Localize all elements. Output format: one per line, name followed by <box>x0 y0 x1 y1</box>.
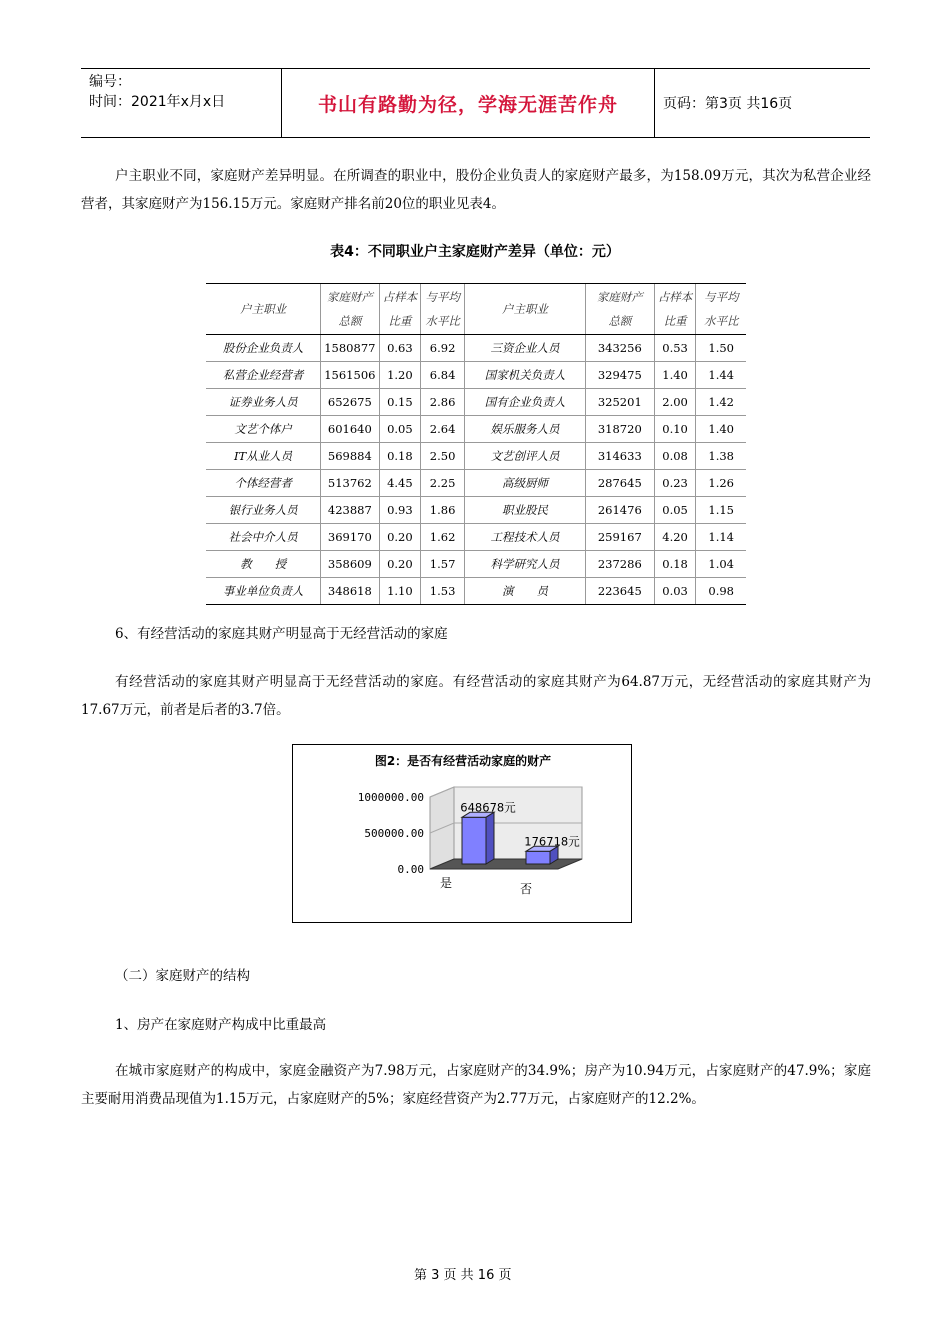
bar-side <box>486 812 494 864</box>
table-cell: 325201 <box>585 389 654 416</box>
data-label: 648678元 <box>460 800 516 815</box>
table-cell: 1.50 <box>696 335 746 362</box>
column-header: 与平均 水平比 <box>421 284 465 335</box>
table-cell: 股份企业负责人 <box>206 335 321 362</box>
document-date: 时间：2021年x月x日 <box>89 94 226 110</box>
business-paragraph: 有经营活动的家庭其财产明显高于无经营活动的家庭。有经营活动的家庭其财产为64.87万元，无经营活动的家庭其财产为17.67万元，前者是后者的3.7倍。 <box>81 674 871 718</box>
table-cell: 0.05 <box>654 497 696 524</box>
table-cell: 1.15 <box>696 497 746 524</box>
table-cell: 三资企业人员 <box>465 335 586 362</box>
header-page-cell <box>655 69 870 137</box>
table-cell: 314633 <box>585 443 654 470</box>
bar <box>526 851 550 864</box>
business-wealth-chart <box>292 744 632 923</box>
table-cell: 329475 <box>585 362 654 389</box>
table-cell: 银行业务人员 <box>206 497 321 524</box>
document-number-label: 编号： <box>89 74 131 90</box>
structure-paragraph: 在城市家庭财产的构成中，家庭金融资产为7.98万元，占家庭财产的34.9%；房产为10.94万元，占家庭财产的47.9%；家庭主要耐用消费品现值为1.15万元，占家庭财产的5%；家庭经营资产为2.77万元，占家庭财产的12.2%。 <box>81 1063 871 1107</box>
table-cell: 职业股民 <box>465 497 586 524</box>
table-cell: 1.40 <box>696 416 746 443</box>
table-cell: 423887 <box>321 497 379 524</box>
table-cell: 348618 <box>321 578 379 605</box>
table-row <box>206 443 746 470</box>
table-cell: 4.45 <box>379 470 421 497</box>
table-cell: 证券业务人员 <box>206 389 321 416</box>
column-header: 户主职业 <box>465 284 586 335</box>
table-cell: 国有企业负责人 <box>465 389 586 416</box>
table-cell: IT从业人员 <box>206 443 321 470</box>
table-cell: 科学研究人员 <box>465 551 586 578</box>
bar <box>462 817 486 864</box>
table-cell: 教 授 <box>206 551 321 578</box>
table-cell: 0.05 <box>379 416 421 443</box>
table-cell: 演 员 <box>465 578 586 605</box>
table-cell: 652675 <box>321 389 379 416</box>
table-cell: 6.84 <box>421 362 465 389</box>
table-cell: 343256 <box>585 335 654 362</box>
table-row <box>206 470 746 497</box>
table-cell: 369170 <box>321 524 379 551</box>
column-header: 户主职业 <box>206 284 321 335</box>
header-motto-cell <box>282 69 655 137</box>
chart-floor <box>430 859 582 869</box>
table-cell: 高级厨师 <box>465 470 586 497</box>
table-cell: 0.18 <box>379 443 421 470</box>
chart-canvas <box>293 745 631 922</box>
table-row <box>206 524 746 551</box>
table-cell: 1.42 <box>696 389 746 416</box>
table-cell: 2.50 <box>421 443 465 470</box>
page-header <box>81 68 870 138</box>
table-cell: 文艺创评人员 <box>465 443 586 470</box>
table-row <box>206 551 746 578</box>
table-cell: 0.23 <box>654 470 696 497</box>
table-cell: 569884 <box>321 443 379 470</box>
table-cell: 1.86 <box>421 497 465 524</box>
table-cell: 个体经营者 <box>206 470 321 497</box>
y-tick-label: 1000000.00 <box>357 791 424 804</box>
table-row <box>206 389 746 416</box>
data-label: 176718元 <box>524 834 580 849</box>
table-title: 表4：不同职业户主家庭财产差异（单位：元） <box>330 244 620 260</box>
table-cell: 工程技术人员 <box>465 524 586 551</box>
table-cell: 0.53 <box>654 335 696 362</box>
table-cell: 237286 <box>585 551 654 578</box>
table-cell: 娱乐服务人员 <box>465 416 586 443</box>
table-cell: 0.93 <box>379 497 421 524</box>
table-cell: 私营企业经营者 <box>206 362 321 389</box>
heading-business-activity: 6、有经营活动的家庭其财产明显高于无经营活动的家庭 <box>115 626 448 642</box>
table-row <box>206 497 746 524</box>
table-cell: 0.10 <box>654 416 696 443</box>
page-code: 页码：第3页 共16页 <box>663 96 793 112</box>
table-cell: 1.20 <box>379 362 421 389</box>
table-cell: 0.15 <box>379 389 421 416</box>
table-cell: 1.04 <box>696 551 746 578</box>
page-footer: 第 3 页 共 16 页 <box>414 1268 512 1283</box>
table-cell: 事业单位负责人 <box>206 578 321 605</box>
column-header: 家庭财产 总额 <box>585 284 654 335</box>
y-tick-label: 500000.00 <box>364 827 424 840</box>
occupation-wealth-table <box>206 283 746 605</box>
table-cell: 1.62 <box>421 524 465 551</box>
table-cell: 0.63 <box>379 335 421 362</box>
table-cell: 358609 <box>321 551 379 578</box>
table-cell: 0.03 <box>654 578 696 605</box>
y-tick-label: 0.00 <box>397 863 424 876</box>
category-label: 是 <box>439 876 453 890</box>
table-cell: 1.40 <box>654 362 696 389</box>
chart-title: 图2：是否有经营活动家庭的财产 <box>374 754 552 768</box>
table-cell: 513762 <box>321 470 379 497</box>
table-cell: 601640 <box>321 416 379 443</box>
table-cell: 2.64 <box>421 416 465 443</box>
table-cell: 1.57 <box>421 551 465 578</box>
table-cell: 0.20 <box>379 551 421 578</box>
intro-paragraph: 户主职业不同，家庭财产差异明显。在所调查的职业中，股份企业负责人的家庭财产最多，为158.09万元，其次为私营企业经营者，其家庭财产为156.15万元。家庭财产排名前20位的职业见表4。 <box>81 168 871 212</box>
section-structure-heading: （二）家庭财产的结构 <box>115 968 250 984</box>
table-cell: 0.98 <box>696 578 746 605</box>
table-cell: 社会中介人员 <box>206 524 321 551</box>
table-row <box>206 416 746 443</box>
table-cell: 1.38 <box>696 443 746 470</box>
table-cell: 国家机关负责人 <box>465 362 586 389</box>
column-header: 占样本 比重 <box>379 284 421 335</box>
table-row <box>206 335 746 362</box>
table-cell: 287645 <box>585 470 654 497</box>
table-cell: 0.08 <box>654 443 696 470</box>
table-cell: 259167 <box>585 524 654 551</box>
table-cell: 1.14 <box>696 524 746 551</box>
header-meta <box>81 69 282 137</box>
table-cell: 0.20 <box>379 524 421 551</box>
table-cell: 2.86 <box>421 389 465 416</box>
table-cell: 223645 <box>585 578 654 605</box>
category-label: 否 <box>519 882 533 896</box>
table-cell: 1.53 <box>421 578 465 605</box>
column-header: 与平均 水平比 <box>696 284 746 335</box>
table-row <box>206 362 746 389</box>
table-cell: 318720 <box>585 416 654 443</box>
table-cell: 1580877 <box>321 335 379 362</box>
heading-housing: 1、房产在家庭财产构成中比重最高 <box>115 1017 327 1033</box>
table-cell: 1.44 <box>696 362 746 389</box>
column-header: 占样本 比重 <box>654 284 696 335</box>
table-row <box>206 578 746 605</box>
table-cell: 文艺个体户 <box>206 416 321 443</box>
table-cell: 261476 <box>585 497 654 524</box>
table-cell: 1.10 <box>379 578 421 605</box>
table-cell: 4.20 <box>654 524 696 551</box>
table-cell: 0.18 <box>654 551 696 578</box>
table-cell: 2.00 <box>654 389 696 416</box>
table-cell: 1.26 <box>696 470 746 497</box>
column-header: 家庭财产 总额 <box>321 284 379 335</box>
table-cell: 6.92 <box>421 335 465 362</box>
table-cell: 1561506 <box>321 362 379 389</box>
table-cell: 2.25 <box>421 470 465 497</box>
motto-text: 书山有路勤为径，学海无涯苦作舟 <box>317 93 618 116</box>
